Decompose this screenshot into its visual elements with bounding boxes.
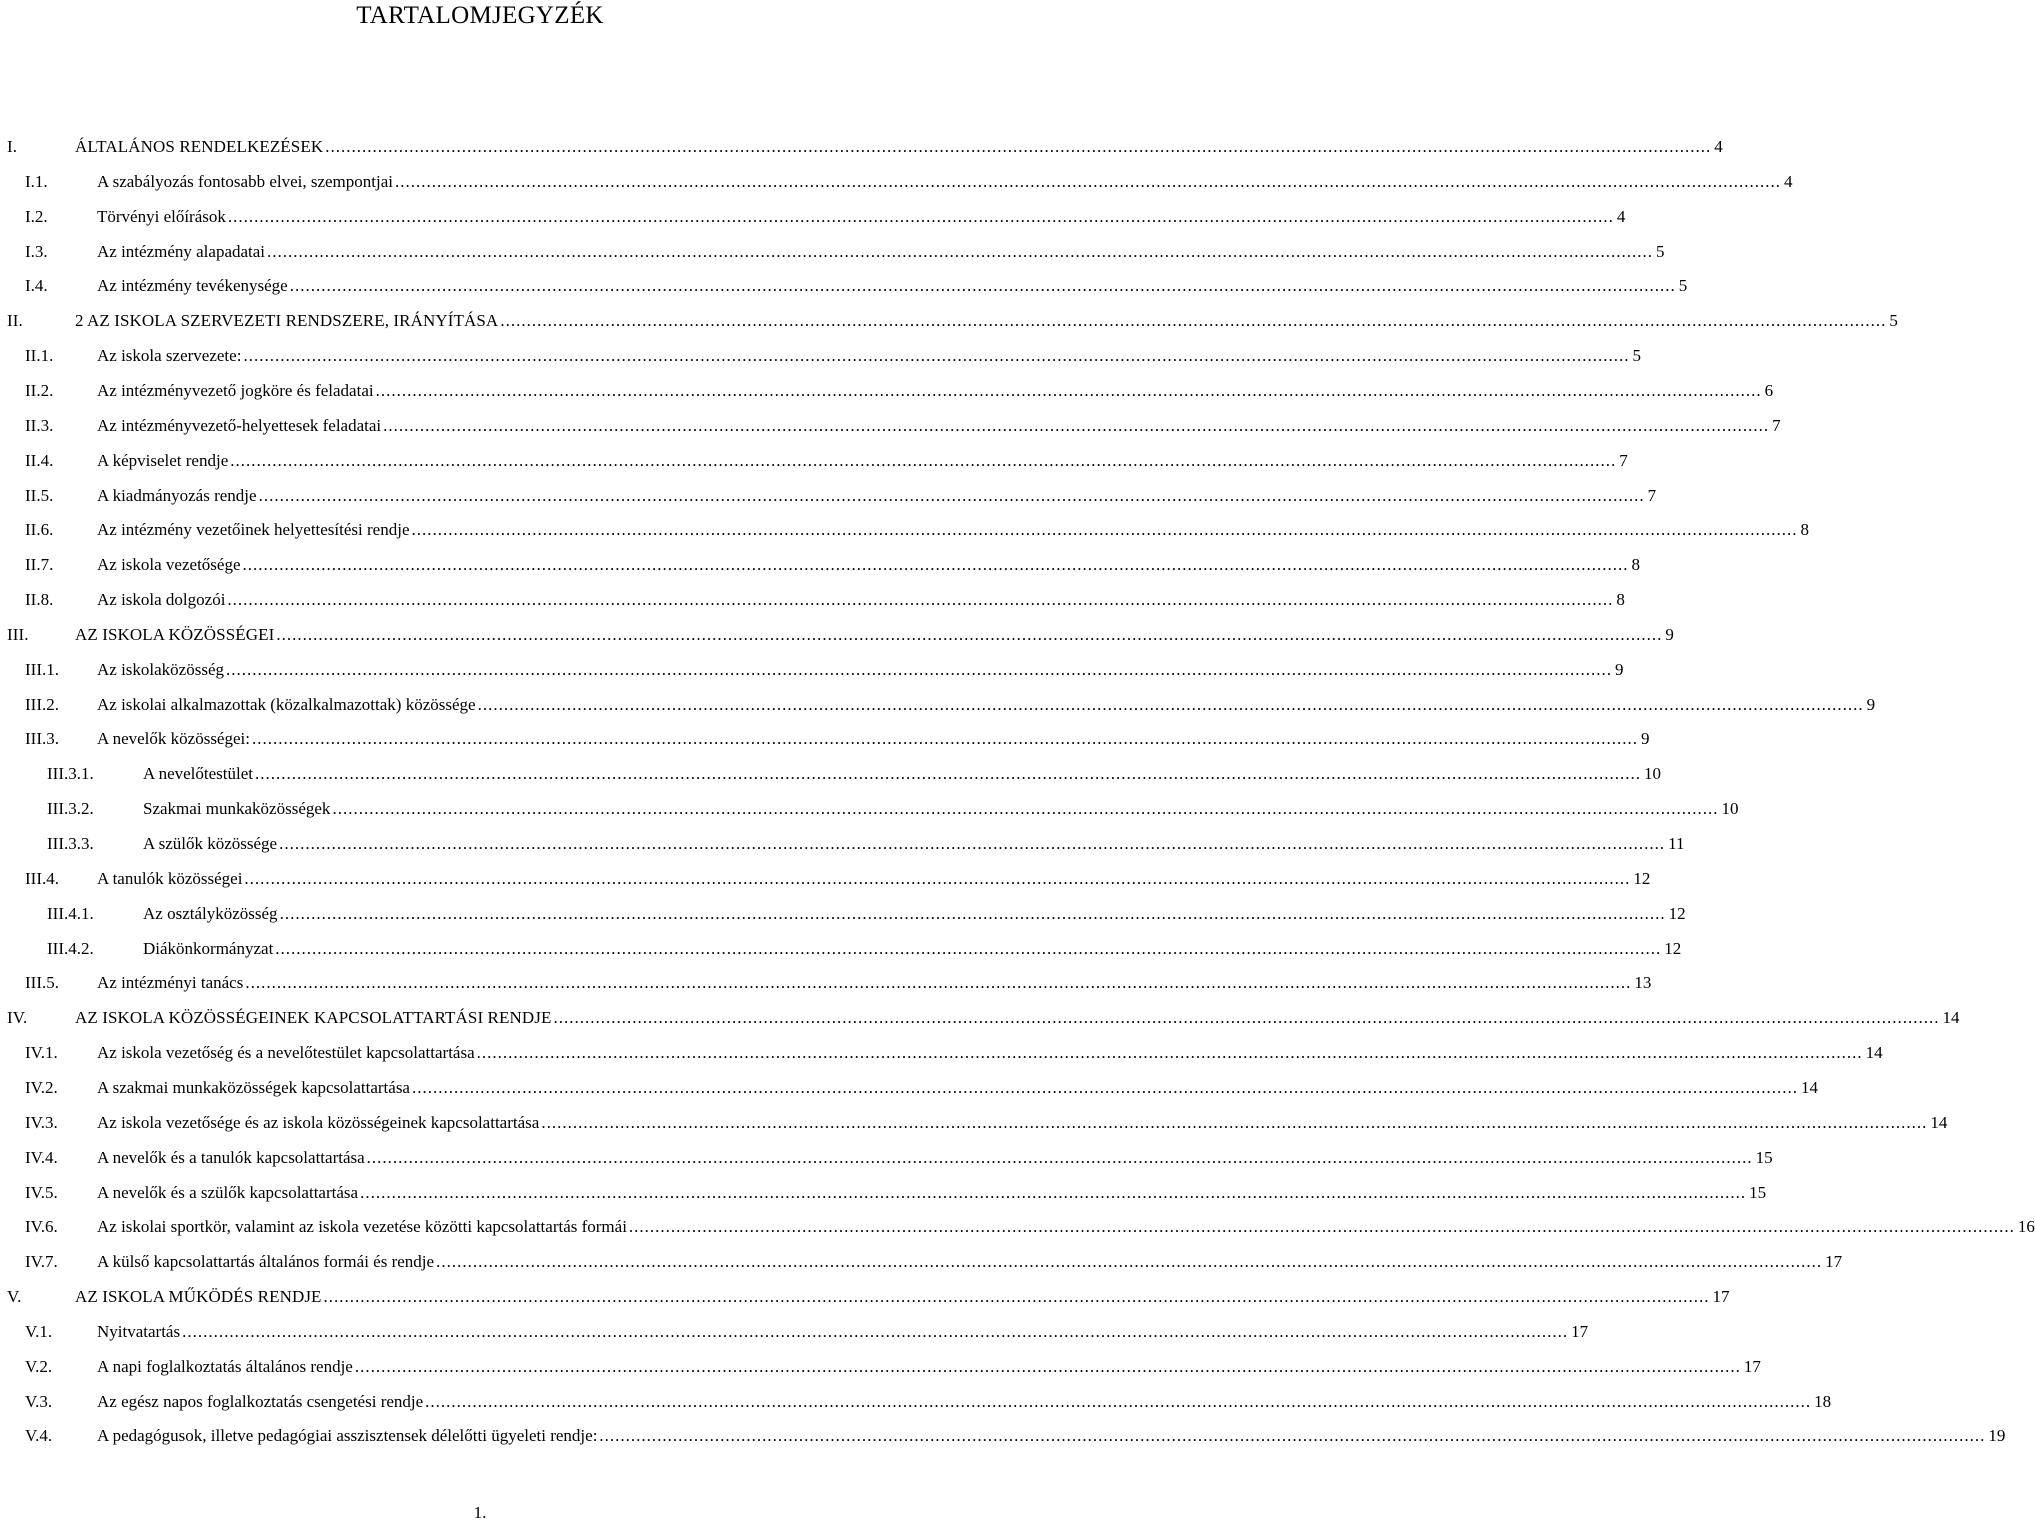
toc-leader-dots [436,1249,1822,1275]
toc-entry-label: AZ ISKOLA MŰKÖDÉS RENDJE [75,1287,322,1307]
toc-entry[interactable] [25,343,1641,369]
toc-entry-number: V.1. [25,1321,53,1341]
toc-entry-number: III.4. [25,868,59,888]
toc-entry-label: A nevelők közösségei: [97,729,250,749]
toc-entry-label: Az iskolai alkalmazottak (közalkalmazottak) közössége [97,694,476,714]
toc-entry-number: II.6. [25,520,54,540]
toc-entry[interactable] [25,239,1665,265]
toc-entry-page: 19 [1988,1426,2006,1446]
toc-entry-label: A pedagógusok, illetve pedagógiai asszisztensek délelőtti ügyeleti rendje: [97,1426,598,1446]
toc-entry-label: Az iskolai sportkör, valamint az iskola vezetése közötti kapcsolattartás formái [97,1217,627,1237]
toc-entry-page: 14 [1942,1008,1960,1028]
toc-entry-page: 14 [1865,1043,1883,1063]
toc-leader-dots [226,657,1612,683]
toc-entry-label: A szülők közössége [143,834,278,853]
toc-entry[interactable] [25,970,1652,996]
toc-entry-label: Az iskola vezetősége [97,555,241,575]
toc-entry-page: 7 [1772,415,1781,435]
toc-entry-page: 12 [1668,903,1686,923]
toc-entry-page: 17 [1743,1356,1761,1376]
toc-entry-page: 4 [1784,171,1793,191]
toc-entry-label: Az intézmény tevékenysége [97,276,288,296]
toc-entry-number: IV.6. [25,1217,58,1237]
toc-entry-number: II.2. [25,380,54,400]
toc-entry-number: III.3.3. [47,834,94,853]
toc-entry-label: A napi foglalkoztatás általános rendje [97,1356,353,1376]
toc-entry-label: AZ ISKOLA KÖZÖSSÉGEI [75,624,275,644]
toc-entry[interactable] [7,308,1898,334]
toc-leader-dots [500,308,1886,334]
toc-leader-dots [325,134,1711,160]
toc-entry-page: 6 [1764,380,1774,400]
toc-entry-page: 7 [1619,450,1628,470]
toc-entry-number: V. [7,1287,22,1307]
toc-entry[interactable] [25,169,1793,195]
toc-entry-page: 9 [1640,729,1650,749]
toc-entry[interactable] [25,866,1651,892]
toc-entry-label: A nevelők és a szülők kapcsolattartása [97,1182,359,1202]
toc-leader-dots [290,273,1676,299]
toc-entry-page: 11 [1668,834,1685,853]
toc-entry-number: I.4. [25,276,48,296]
toc-entry[interactable] [25,552,1640,578]
toc-leader-dots [228,204,1614,230]
toc-entry-page: 17 [1712,1287,1730,1307]
toc-entry[interactable] [7,1005,1960,1031]
toc-leader-dots [477,1040,1863,1066]
toc-entry-label: Az iskola szervezete: [97,346,242,366]
toc-entry-number: II.1. [25,346,54,366]
toc-entry-label: A kiadmányozás rendje [97,485,257,505]
toc-entry[interactable] [25,1075,1818,1101]
toc-leader-dots [243,552,1629,578]
toc-leader-dots [553,1005,1939,1031]
toc-leader-dots [227,587,1613,613]
toc-leader-dots [267,239,1653,265]
toc-leader-dots [355,1354,1741,1380]
toc-entry-number: I.3. [25,241,48,261]
toc-entry-number: II.4. [25,450,54,470]
toc-entry-label: 2 AZ ISKOLA SZERVEZETI RENDSZERE, IRÁNYÍTÁSA [75,311,499,331]
toc-leader-dots [230,448,1616,474]
toc-leader-dots [255,761,1641,787]
toc-entry-number: II.8. [25,590,54,610]
toc-entry-label: A nevelőtestület [143,764,254,784]
toc-entry-label: A külső kapcsolattartás általános formái és rendje [97,1252,435,1272]
toc-entry[interactable] [47,936,1682,962]
toc-leader-dots [332,796,1718,822]
toc-entry-number: III.1. [25,659,59,679]
toc-entry-number: V.2. [25,1356,53,1376]
toc-entry-page: 5 [1678,276,1688,296]
toc-leader-dots [324,1284,1710,1310]
toc-entry-page: 4 [1616,206,1626,226]
toc-leader-dots [279,831,1665,857]
toc-entry-label: A nevelők és a tanulók kapcsolattartása [97,1147,365,1167]
toc-entry[interactable] [25,483,1657,509]
toc-entry[interactable] [25,1389,1832,1415]
toc-entry-page: 12 [1633,868,1651,888]
toc-entry[interactable] [25,657,1624,683]
toc-entry-label: Az intézményi tanács [97,973,244,993]
toc-entry[interactable] [47,796,1739,822]
toc-entry-label: Az iskolaközösség [97,659,225,679]
toc-leader-dots [541,1110,1927,1136]
toc-leader-dots [243,343,1629,369]
toc-entry[interactable] [25,1110,1948,1136]
toc-leader-dots [425,1389,1811,1415]
toc-entry-page: 17 [1571,1321,1589,1341]
toc-entry-page: 8 [1800,520,1809,540]
toc-entry[interactable] [25,1319,1589,1345]
toc-entry[interactable] [25,1180,1767,1206]
toc-entry[interactable] [7,1284,1730,1310]
toc-entry-label: Az iskola vezetőség és a nevelőtestület kapcsolattartása [97,1043,475,1063]
toc-entry-number: V.3. [25,1391,53,1411]
toc-entry[interactable] [47,901,1686,927]
toc-title: TARTALOMJEGYZÉK [356,2,604,29]
toc-entry-number: III.5. [25,973,59,993]
toc-entry[interactable] [25,1145,1773,1171]
toc-entry-number: III.3.1. [47,764,94,784]
toc-entry-label: Az intézmény alapadatai [97,241,266,261]
toc-entry-label: A képviselet rendje [97,450,229,470]
toc-leader-dots [376,378,1762,404]
toc-entry-page: 8 [1631,555,1640,575]
toc-leader-dots [367,1145,1753,1171]
toc-entry-page: 8 [1616,590,1625,610]
toc-entry-label: Az intézményvezető-helyettesek feladatai [97,415,382,435]
toc-entry-page: 9 [1866,694,1876,714]
toc-entry-label: Diákönkormányzat [143,938,274,958]
toc-entry[interactable] [25,204,1626,230]
toc-entry-number: V.4. [25,1426,53,1446]
toc-entry[interactable] [25,1249,1843,1275]
toc-entry-label: Nyitvatartás [97,1321,181,1341]
toc-entry-page: 5 [1632,346,1641,366]
toc-entry-page: 16 [2017,1217,2035,1237]
toc-entry-label: Az intézményvezető jogköre és feladatai [97,380,374,400]
toc-entry[interactable] [25,726,1650,752]
toc-leader-dots [629,1214,2015,1240]
toc-entry[interactable] [25,1354,1761,1380]
toc-entry-number: I.1. [25,171,48,191]
toc-entry-page: 14 [1930,1112,1948,1132]
toc-entry[interactable] [25,1040,1883,1066]
toc-entry-label: A tanulók közösségei [97,868,243,888]
toc-entry-page: 12 [1664,938,1682,958]
toc-entry[interactable] [25,517,1809,543]
toc-leader-dots [182,1319,1568,1345]
toc-leader-dots [412,1075,1798,1101]
toc-entry-page: 15 [1749,1182,1767,1202]
toc-entry-number: I. [7,137,18,156]
toc-entry[interactable] [25,448,1628,474]
toc-entry-label: A szabályozás fontosabb elvei, szempontjai [97,171,393,191]
toc-entry-number: II. [7,311,23,331]
toc-leader-dots [245,970,1631,996]
toc-entry-page: 10 [1644,764,1662,784]
toc-entry-page: 7 [1647,485,1657,505]
toc-entry-number: III.4.2. [47,938,94,958]
toc-leader-dots [252,726,1638,752]
toc-entry-number: IV.4. [25,1147,58,1167]
toc-entry-page: 5 [1656,241,1665,261]
toc-entry-label: A szakmai munkaközösségek kapcsolattartása [97,1077,410,1097]
toc-entry-number: III.4.1. [47,903,94,923]
toc-leader-dots [275,936,1661,962]
toc-entry-label: Az iskola vezetősége és az iskola közösségeinek kapcsolattartása [97,1112,540,1132]
toc-leader-dots [259,483,1645,509]
toc-leader-dots [280,901,1666,927]
page-number: 1. [473,1503,487,1522]
toc-entry[interactable] [25,1214,2035,1240]
toc-entry[interactable] [25,273,1688,299]
toc-entry-label: Az iskola dolgozói [97,590,226,610]
toc-entry-label: Az intézmény vezetőinek helyettesítési rendje [97,520,410,540]
toc-leader-dots [383,413,1769,439]
toc-entry-number: III.3.2. [47,799,94,819]
toc-entry-page: 18 [1814,1391,1832,1411]
toc-leader-dots [360,1180,1746,1206]
toc-entry-page: 4 [1714,137,1723,156]
toc-entry-number: II.3. [25,415,54,435]
toc-entry[interactable] [25,413,1781,439]
toc-entry[interactable] [25,692,1876,718]
toc-entry-label: Szakmai munkaközösségek [143,799,331,819]
toc-entry-label: Az egész napos foglalkoztatás csengetési rendje [97,1391,424,1411]
toc-leader-dots [599,1423,1985,1449]
toc-leader-dots [276,622,1662,648]
toc-entry-page: 9 [1665,624,1674,644]
toc-entry-label: AZ ISKOLA KÖZÖSSÉGEINEK KAPCSOLATTARTÁSI RENDJE [75,1008,552,1028]
toc-entry-page: 14 [1800,1077,1818,1097]
toc-entry-number: IV.3. [25,1112,58,1132]
toc-entry-number: IV. [7,1008,28,1028]
toc-entry-page: 5 [1889,311,1898,331]
toc-entry[interactable] [47,831,1685,857]
toc-entry[interactable] [25,378,1774,404]
toc-entry-label: ÁLTALÁNOS RENDELKEZÉSEK [75,137,324,156]
toc-entry[interactable] [47,761,1662,787]
toc-leader-dots [244,866,1630,892]
toc-entry-number: III. [7,624,29,644]
toc-entry-number: IV.5. [25,1182,58,1202]
toc-leader-dots [478,692,1864,718]
toc-entry-page: 9 [1615,659,1624,679]
toc-entry-label: Az osztályközösség [143,903,278,923]
toc-entry[interactable] [25,1423,2006,1449]
toc-entry-number: IV.7. [25,1252,58,1272]
toc-entry-number: I.2. [25,206,48,226]
toc-leader-dots [411,517,1797,543]
toc-entry-number: III.2. [25,694,59,714]
toc-entry-page: 10 [1721,799,1739,819]
toc-entry-number: IV.1. [25,1043,58,1063]
toc-entry-page: 13 [1634,973,1652,993]
toc-entry[interactable] [7,134,1723,160]
toc-entry-page: 17 [1825,1252,1843,1272]
toc-entry-number: IV.2. [25,1077,58,1097]
toc-entry[interactable] [7,622,1674,648]
toc-entry-number: II.5. [25,485,54,505]
toc-leader-dots [395,169,1781,195]
toc-entry-number: II.7. [25,555,54,575]
toc-entry-page: 15 [1755,1147,1773,1167]
toc-entry-label: Törvényi előírások [97,206,226,226]
toc-entry-number: III.3. [25,729,59,749]
toc-entry[interactable] [25,587,1625,613]
